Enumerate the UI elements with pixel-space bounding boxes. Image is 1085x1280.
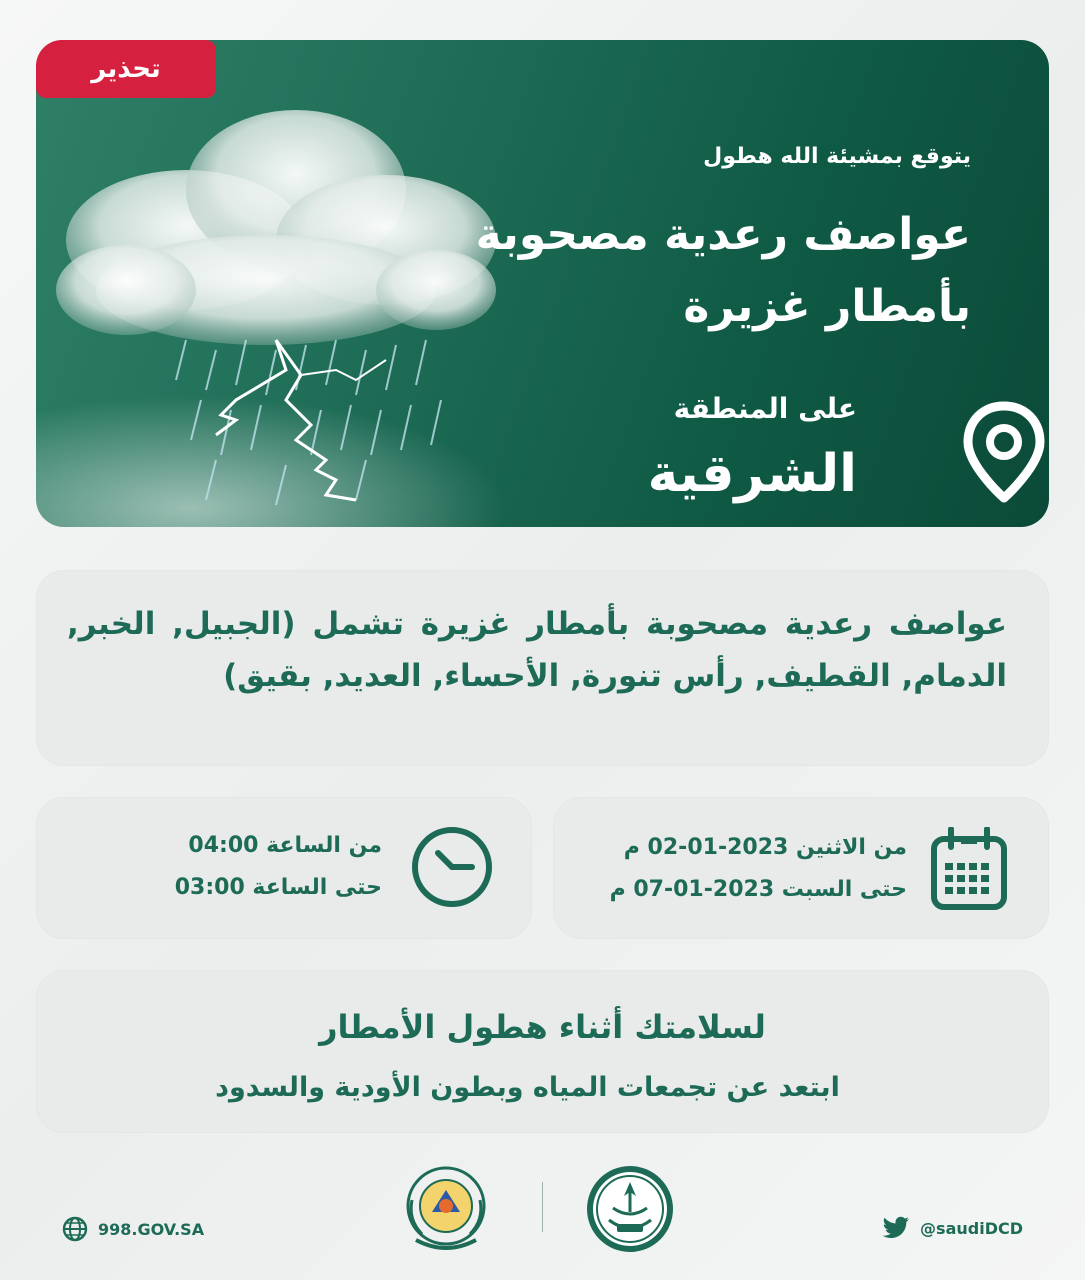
ministry-of-interior-emblem [583,1162,677,1256]
date-from: من الاثنين 2023-01-02 م [623,835,907,860]
time-to: حتى الساعة 03:00 [174,875,382,900]
civil-defense-emblem [402,1160,490,1260]
calendar-icon [929,827,1009,913]
hero-title-line1: عواصف رعدية مصحوبة [475,209,971,260]
warning-badge: تحذير [36,40,216,98]
twitter-link[interactable] [882,1216,1023,1240]
twitter-handle: @saudiDCD [920,1218,1023,1238]
time-from: من الساعة 04:00 [188,833,382,858]
hero-subtitle: يتوقع بمشيئة الله هطول [703,144,971,169]
location-pin-icon [962,400,1046,504]
website-text: 998.GOV.SA [98,1219,205,1239]
twitter-icon [882,1216,910,1240]
safety-title: لسلامتك أثناء هطول الأمطار [319,1008,766,1046]
region-label: على المنطقة [673,392,857,425]
clock-icon [408,823,496,911]
footer-divider [542,1182,543,1232]
affected-areas-card [36,570,1049,766]
date-to: حتى السبت 2023-01-07 م [609,877,907,902]
hero-title-line2: بأمطار غزيرة [683,281,971,333]
region-name: الشرقية [647,444,857,504]
hero-banner [36,40,1049,527]
date-range-card [553,797,1049,939]
safety-advice: ابتعد عن تجمعات المياه وبطون الأودية والسدود [215,1072,840,1103]
time-range-card [36,797,532,939]
affected-areas-text: عواصف رعدية مصحوبة بأمطار غزيرة تشمل (الجبيل, الخبر, الدمام, القطيف, رأس تنورة, الأحساء, العديد, بقيق) [67,606,1007,694]
hero-title [475,209,971,356]
safety-card [36,970,1049,1133]
website-link[interactable] [62,1216,204,1242]
globe-icon [62,1216,88,1242]
